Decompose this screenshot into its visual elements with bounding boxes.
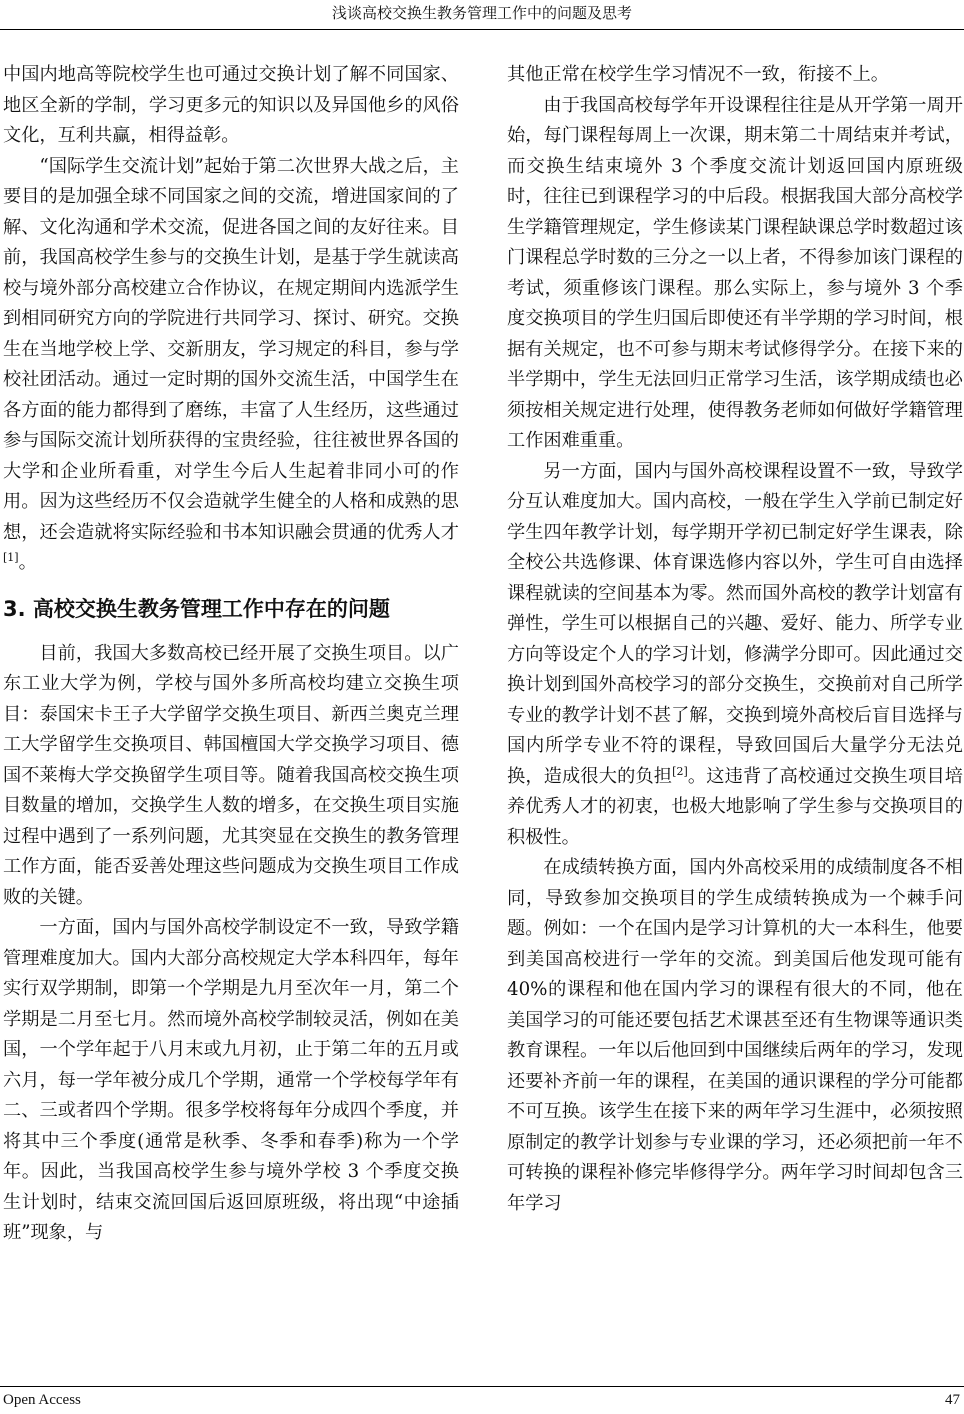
- paragraph-end: 。: [18, 552, 37, 573]
- running-header: [0, 0, 964, 30]
- running-title: 浅谈高校交换生教务管理工作中的问题及思考: [331, 4, 632, 22]
- page-number: 47: [945, 1392, 960, 1408]
- citation-ref[interactable]: [1]: [3, 550, 19, 564]
- paragraph: 在成绩转换方面，国内外高校采用的成绩制度各不相同，导致参加交换项目的学生成绩转换成为一个棘手问题。例如：一个在国内是学习计算机的大一本科生，他要到美国高校进行一学年的交流。到美国后他发现可能有 40%的课程和他在国内学习的课程有很大的不同，他在美国学习的可能还要包括艺术课甚至还有生物课等通识类教育课程。一年以后他回到中国继续后两年的学习，发现还要补齐前一年的课程，在美国的通识课程的学分可能都不可互换。该学生在接下来的两年学习生涯中，必须按照原制定的教学计划参与专业课的学习，还必须把前一年不可转换的课程补修完毕修得学分。两年学习时间却包含三年学习: [507, 857, 963, 1214]
- paragraph: 由于我国高校每学年开设课程往往是从开学第一周开始，每门课程每周上一次课，期末第二十周结束并考试，而交换生结束境外 3 个季度交流计划返回国内原班级时，往往已到课程学习的中后段。根据我国大部分高校学生学籍管理规定，学生修读某门课程缺课总学时数超过该门课程总学时数的三分之一以上者，不得参加该门课程的考试，须重修该门课程。那么实际上，参与境外 3 个季度交换项目的学生归国后即使还有半学期的学习时间，根据有关规定，也不可参与期末考试修得学分。在接下来的半学期中，学生无法回归正常学习生活，该学期成绩也必须按相关规定进行处理，使得教务老师如何做好学籍管理工作困难重重。: [507, 94, 963, 451]
- paragraph-text: 另一方面，国内与国外高校课程设置不一致，导致学分互认难度加大。国内高校，一般在学生入学前已制定好学生四年教学计划，每学期开学初已制定好学生课表，除全校公共选修课、体育课选修内容以外，学生可自由选择课程就读的空间基本为零。然而国外高校的教学计划富有弹性，学生可以根据自己的兴趣、爱好、能力、所学专业方向等设定个人的学习计划，修满学分即可。因此通过交换计划到国外高校学习的部分交换生，交换前对自己所学专业的教学计划不甚了解，交换到境外高校后盲目选择与国内所学专业不符的课程，导致回国后大量学分无法兑换，造成很大的负担: [507, 460, 963, 787]
- right-column: [507, 60, 963, 1219]
- footer-open-access: Open Access: [3, 1392, 81, 1408]
- paragraph: 目前，我国大多数高校已经开展了交换生项目。以广东工业大学为例，学校与国外多所高校均建立交换生项目：泰国宋卡王子大学留学交换生项目、新西兰奥克兰理工大学留学生交换项目、韩国檀国大学交换学习项目、德国不莱梅大学交换留学生项目等。随着我国高校交换生项目数量的增加，交换学生人数的增多，在交换生项目实施过程中遇到了一系列问题，尤其突显在交换生的教务管理工作方面，能否妥善处理这些问题成为交换生项目工作成败的关键。: [3, 642, 459, 908]
- paragraph-text: “国际学生交流计划”起始于第二次世界大战之后，主要目的是加强全球不同国家之间的交流，增进国家间的了解、文化沟通和学术交流，促进各国之间的友好往来。目前，我国高校学生参与的交换生计划，是基于学生就读高校与境外部分高校建立合作协议，在规定期间内选派学生到相同研究方向的学院进行共同学习、探讨、研究。交换生在当地学校上学、交新朋友，学习规定的科目，参与学校社团活动。通过一定时期的国外交流生活，中国学生在各方面的能力都得到了磨练，丰富了人生经历，这些通过参与国际交流计划所获得的宝贵经验，往往被世界各国的大学和企业所看重，对学生今后人生起着非同小可的作用。因为这些经历不仅会造就学生健全的人格和成熟的思想，还会造就将实际经验和书本知识融会贯通的优秀人才: [3, 155, 459, 543]
- paragraph: 一方面，国内与国外高校学制设定不一致，导致学籍管理难度加大。国内大部分高校规定大学本科四年，每年实行双学期制，即第一个学期是九月至次年一月，第二个学期是二月至七月。然而境外高校学制较灵活，例如在美国，一个学年起于八月末或九月初，止于第二年的五月或六月，每一学年被分成几个学期，通常一个学校每学年有二、三或者四个学期。很多学校将每年分成四个季度，并将其中三个季度(通常是秋季、冬季和春季)称为一个学年。因此，当我国高校学生参与境外学校 3 个季度交换生计划时，结束交流回国后返回原班级，将出现“中途插班”现象，与: [3, 917, 459, 1243]
- paragraph-end: 。这违背了高校通过交换生项目培养优秀人才的初衷，也极大地影响了学生参与交换项目的积极性。: [507, 765, 963, 848]
- paragraph: 中国内地高等院校学生也可通过交换计划了解不同国家、地区全新的学制，学习更多元的知识以及异国他乡的风俗文化，互利共赢，相得益彰。: [3, 64, 459, 146]
- left-column: [3, 60, 459, 1249]
- paragraph: [3, 152, 459, 579]
- paragraph: 其他正常在校学生学习情况不一致，衔接不上。: [507, 64, 889, 85]
- paragraph: [507, 457, 963, 854]
- citation-ref[interactable]: [2]: [672, 764, 688, 778]
- section-heading: 3. 高校交换生教务管理工作中存在的问题: [3, 596, 390, 621]
- page-footer: [0, 1386, 964, 1414]
